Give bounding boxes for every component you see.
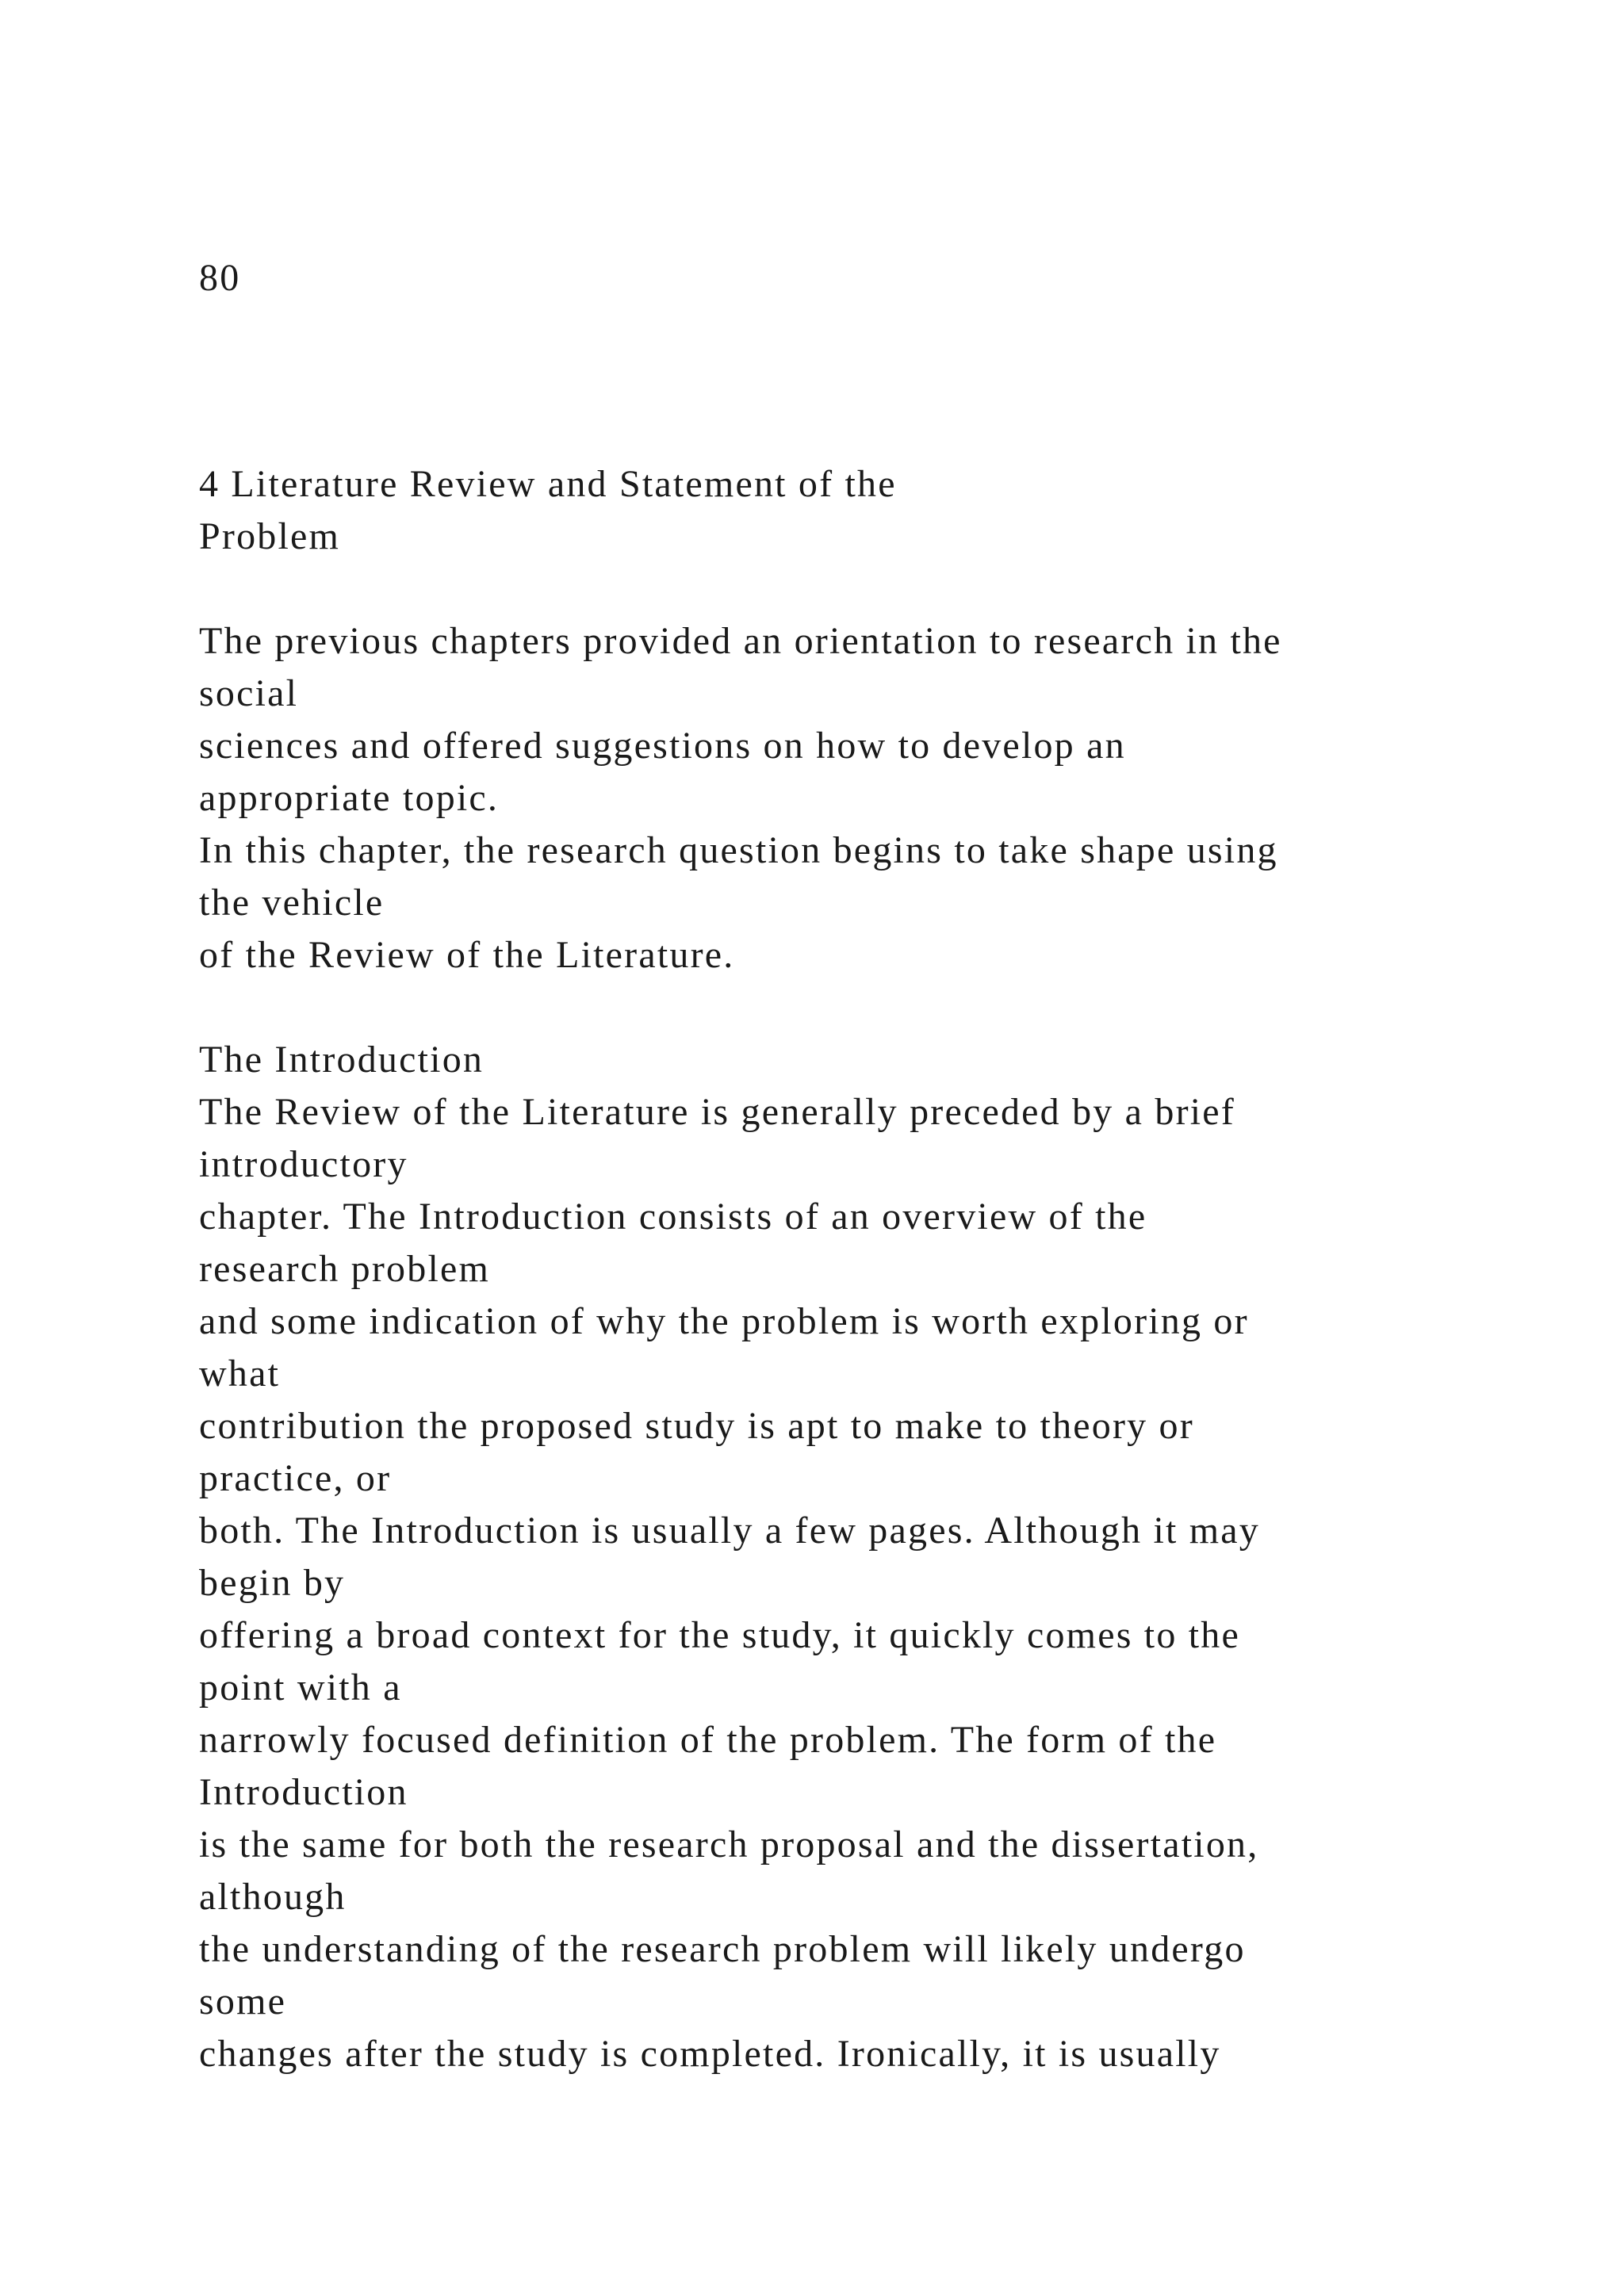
page-number: 80 xyxy=(199,257,241,299)
text-line: chapter. The Introduction consists of an overview of the xyxy=(199,1196,1147,1238)
text-line: The Review of the Literature is generally preceded by a brief xyxy=(199,1091,1235,1133)
text-line: The previous chapters provided an orientation to research in the xyxy=(199,620,1282,662)
text-line: social xyxy=(199,672,299,714)
text-line: research problem xyxy=(199,1248,491,1290)
text-line: introductory xyxy=(199,1143,408,1185)
text-line: although xyxy=(199,1876,347,1918)
text-line: the vehicle xyxy=(199,882,385,924)
text-line: and some indication of why the problem is worth exploring or xyxy=(199,1300,1249,1342)
text-line: changes after the study is completed. Ironically, it is usually xyxy=(199,2033,1221,2075)
text-line: both. The Introduction is usually a few pages. Although it may xyxy=(199,1510,1260,1552)
text-line: practice, or xyxy=(199,1457,392,1499)
text-line: what xyxy=(199,1353,281,1395)
text-line: narrowly focused definition of the problem. The form of the xyxy=(199,1719,1217,1761)
text-line: begin by xyxy=(199,1562,346,1604)
text-line: some xyxy=(199,1980,287,2022)
text-line: appropriate topic. xyxy=(199,777,500,819)
text-line: offering a broad context for the study, it quickly comes to the xyxy=(199,1614,1240,1656)
text-line: of the Review of the Literature. xyxy=(199,934,735,976)
section-heading: The Introduction xyxy=(199,1039,485,1081)
text-line: the understanding of the research problem will likely undergo xyxy=(199,1928,1246,1970)
text-line: sciences and offered suggestions on how to develop an xyxy=(199,725,1126,767)
text-line: In this chapter, the research question begins to take shape using xyxy=(199,829,1278,871)
text-line: point with a xyxy=(199,1667,402,1709)
chapter-heading-line: 4 Literature Review and Statement of the xyxy=(199,463,897,505)
text-line: Introduction xyxy=(199,1771,408,1813)
chapter-heading-line: Problem xyxy=(199,515,341,557)
text-line: is the same for both the research proposal and the dissertation, xyxy=(199,1823,1259,1866)
text-line: contribution the proposed study is apt to make to theory or xyxy=(199,1405,1194,1447)
